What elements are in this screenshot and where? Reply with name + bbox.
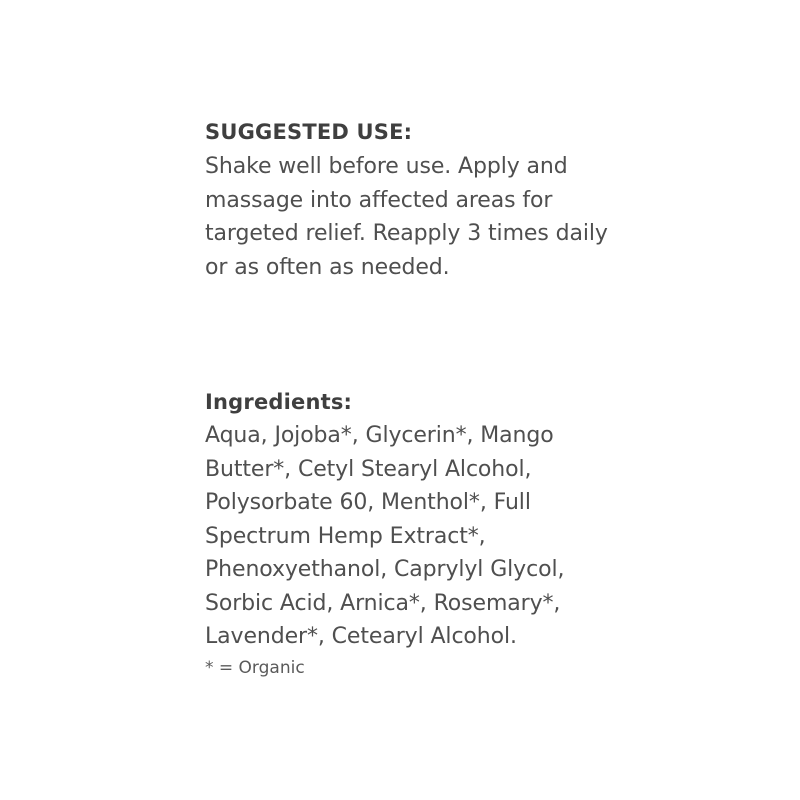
ingredients-section (205, 388, 625, 681)
suggested-use-section (205, 118, 625, 284)
suggested-use-heading: SUGGESTED USE: (205, 120, 413, 144)
ingredients-heading: Ingredients: (205, 390, 353, 415)
ingredients-list: Aqua, Jojoba*, Glycerin*, Mango Butter*, Cetyl Stearyl Alcohol, Polysorbate 60, Menthol*, Full Spectrum Hemp Extract*, Phenoxyethanol, Caprylyl Glycol, Sorbic Acid, Arnica*, Rosemary*, Lavender*, Cetearyl Alcohol. (205, 423, 565, 650)
suggested-use-body: Shake well before use. Apply and massage into affected areas for targeted relief. Reapply 3 times daily or as often as needed. (205, 154, 608, 280)
label-content (205, 118, 625, 681)
organic-footnote: * = Organic (205, 657, 305, 678)
